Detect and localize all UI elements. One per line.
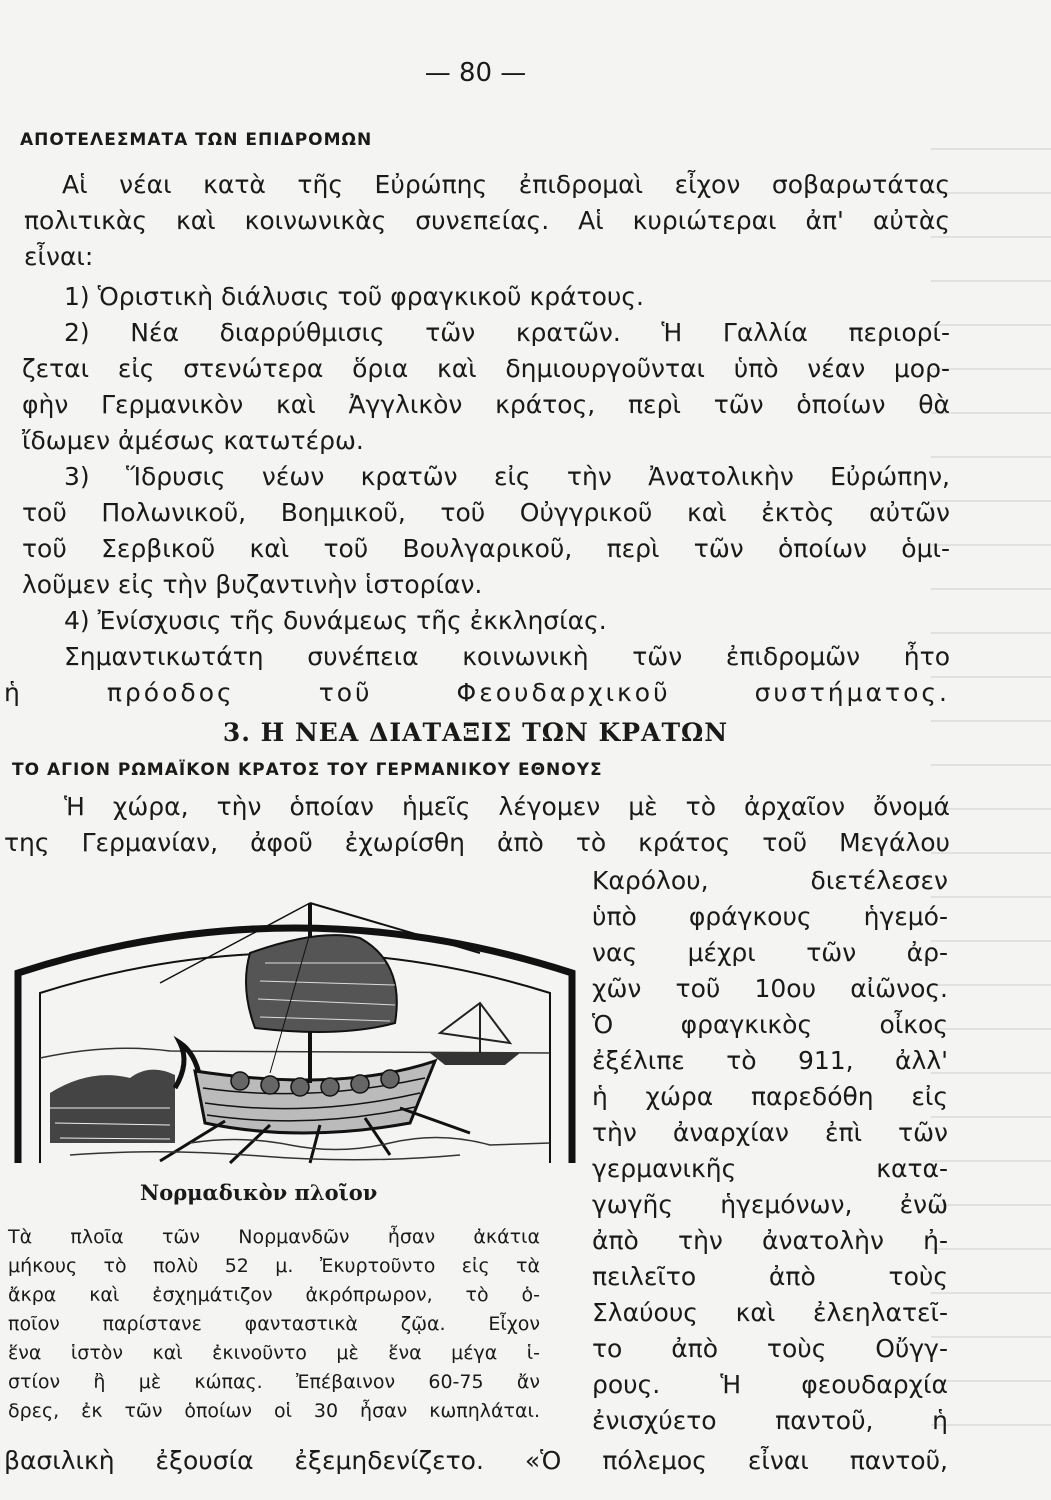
para-line-2: της Γερμανίαν, ἀφοῦ ἐχωρίσθη ἀπὸ τὸ κράτος τοῦ Μεγάλου: [4, 828, 950, 857]
caption-line-6: στίον ἢ μὲ κώπας. Ἐπέβαινον 60-75 ἄν: [8, 1371, 540, 1393]
column-line-12: πειλεῖτο ἀπὸ τοὺς: [592, 1262, 948, 1291]
list-line-5: ἴδωμεν ἀμέσως κατωτέρω.: [22, 426, 364, 455]
column-line-6: ἐξέλιπε τὸ 911, ἀλλ': [592, 1046, 948, 1075]
column-line-14: το ἀπὸ τοὺς Οὔγγ-: [592, 1334, 948, 1363]
list-line-1: 1) Ὁριστικὴ διάλυσις τοῦ φραγκικοῦ κράτους.: [64, 282, 644, 311]
column-line-9: γερμανικῆς κατα-: [592, 1154, 948, 1183]
figure-title: Νορμαδικὸν πλοῖον: [140, 1180, 378, 1205]
list-line-9: λοῦμεν εἰς τὴν βυζαντινὴν ἱστορίαν.: [22, 570, 483, 599]
column-line-7: ἡ χώρα παρεδόθη εἰς: [592, 1082, 948, 1111]
caption-line-5: ἕνα ἱστὸν καὶ ἐκινοῦντο μὲ ἕνα μέγα ἱ-: [8, 1342, 540, 1364]
column-line-1: Καρόλου, διετέλεσεν: [592, 866, 948, 895]
list-line-10: 4) Ἐνίσχυσις τῆς δυνάμεως τῆς ἐκκλησίας.: [64, 606, 607, 635]
list-line-6: 3) Ἵδρυσις νέων κρατῶν εἰς τὴν Ἀνατολικὴν Εὐρώπην,: [64, 462, 950, 491]
list-line-4: φὴν Γερμανικὸν καὶ Ἀγγλικὸν κράτος, περὶ τῶν ὁποίων θὰ: [22, 390, 950, 419]
caption-line-4: ποῖον παρίστανε φανταστικὰ ζῷα. Εἶχον: [8, 1313, 540, 1335]
subheading: ΤΟ ΑΓΙΟΝ ΡΩΜΑΪΚΟΝ ΚΡΑΤΟΣ ΤΟΥ ΓΕΡΜΑΝΙΚΟΥ ΕΘΝΟΥΣ: [12, 760, 603, 780]
column-line-8: τὴν ἀναρχίαν ἐπὶ τῶν: [592, 1118, 948, 1147]
consequence-line-2: ἡ πρόοδος τοῦ Φεουδαρχικοῦ συστήματος.: [4, 678, 950, 707]
list-line-2: 2) Νέα διαρρύθμισις τῶν κρατῶν. Ἡ Γαλλία περιορί-: [64, 318, 950, 347]
column-line-11: ἀπὸ τὴν ἀνατολὴν ἠ-: [592, 1226, 948, 1255]
para-line-1: Ἡ χώρα, τὴν ὁποίαν ἡμεῖς λέγομεν μὲ τὸ ἀρχαῖον ὄνομά: [64, 792, 950, 821]
heading-results: ΑΠΟΤΕΛΕΣΜΑΤΑ ΤΩΝ ΕΠΙΔΡΟΜΩΝ: [20, 130, 373, 150]
caption-line-2: μήκους τὸ πολὺ 52 μ. Ἐκυρτοῦντο εἰς τὰ: [8, 1255, 540, 1277]
page-number: — 80 —: [424, 58, 527, 88]
viking-ship-illustration: [10, 893, 580, 1168]
intro-line-2: πολιτικὰς καὶ κοινωνικὰς συνεπείας. Αἱ κυριώτεραι ἀπ' αὐτὰς: [24, 206, 950, 235]
list-line-8: τοῦ Σερβικοῦ καὶ τοῦ Βουλγαρικοῦ, περὶ τῶν ὁποίων ὁμι-: [22, 534, 950, 563]
column-line-10: γωγῆς ἡγεμόνων, ἐνῶ: [592, 1190, 948, 1219]
column-line-16: ἐνισχύετο παντοῦ, ἡ: [592, 1406, 948, 1435]
caption-line-1: Τὰ πλοῖα τῶν Νορμανδῶν ἦσαν ἀκάτια: [8, 1226, 540, 1248]
column-line-13: Σλαύους καὶ ἐλεηλατεῖ-: [592, 1298, 948, 1327]
list-line-7: τοῦ Πολωνικοῦ, Βοημικοῦ, τοῦ Οὐγγρικοῦ καὶ ἐκτὸς αὐτῶν: [22, 498, 950, 527]
intro-line-1: Αἱ νέαι κατὰ τῆς Εὐρώπης ἐπιδρομαὶ εἶχον σοβαρωτάτας: [62, 170, 950, 199]
column-line-15: ρους. Ἡ φεουδαρχία: [592, 1370, 948, 1399]
column-line-2: ὑπὸ φράγκους ἡγεμό-: [592, 902, 948, 931]
consequence-line-1: Σημαντικωτάτη συνέπεια κοινωνικὴ τῶν ἐπιδρομῶν ἦτο: [64, 642, 950, 671]
caption-line-7: δρες, ἐκ τῶν ὁποίων οἱ 30 ἦσαν κωπηλάται.: [8, 1400, 540, 1422]
last-line: βασιλικὴ ἐξουσία ἐξεμηδενίζετο. «Ὁ πόλεμος εἶναι παντοῦ,: [4, 1446, 948, 1475]
caption-line-3: ἄκρα καὶ ἐσχημάτιζον ἀκρόπρωρον, τὸ ὁ-: [8, 1284, 540, 1306]
list-line-3: ζεται εἰς στενώτερα ὅρια καὶ δημιουργοῦνται ὑπὸ νέαν μορ-: [22, 354, 950, 383]
intro-line-3: εἶναι:: [24, 242, 94, 271]
section-title: 3. Η ΝΕΑ ΔΙΑΤΑΞΙΣ ΤΩΝ ΚΡΑΤΩΝ: [222, 718, 729, 747]
column-line-3: νας μέχρι τῶν ἀρ-: [592, 938, 948, 967]
column-line-5: Ὁ φραγκικὸς οἶκος: [592, 1010, 948, 1039]
column-line-4: χῶν τοῦ 10ου αἰῶνος.: [592, 974, 948, 1003]
